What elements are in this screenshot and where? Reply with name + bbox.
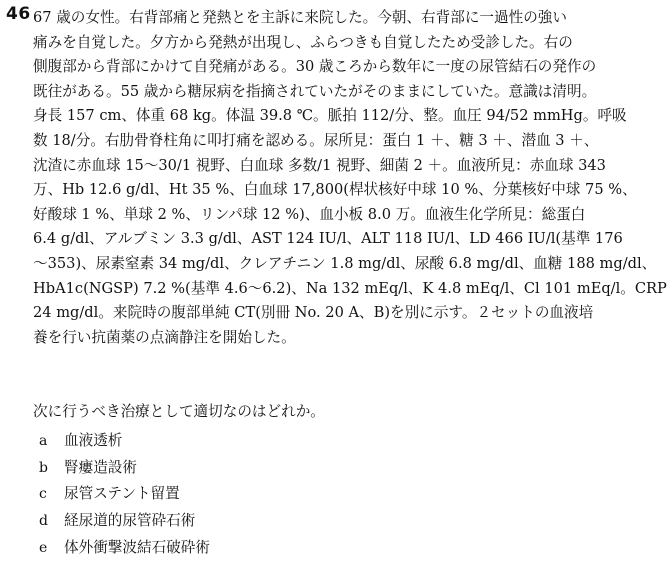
- choice-letter: c: [39, 486, 47, 503]
- choice-letter: b: [39, 459, 48, 476]
- choice-label: 腎瘻造設術: [64, 458, 137, 476]
- choice-label: 血液透析: [64, 432, 123, 449]
- question-prompt: 次に行うべき治療として適切なのはどれか。: [33, 403, 325, 420]
- choice-a[interactable]: [0, 428, 579, 455]
- choice-c[interactable]: [0, 481, 579, 508]
- choice-label: 尿管ステント留置: [64, 485, 180, 503]
- choice-label: 経尿道的尿管砕石術: [64, 512, 196, 530]
- choice-letter: d: [39, 513, 48, 530]
- stem-line: HbA1c(NGSP) 7.2 %(基準 4.6～6.2)、Na 132 mEq/l、K 4.8 mEq/l、Cl 101 mEq/l。CRP: [33, 279, 667, 297]
- stem-line: 側腹部から背部にかけて自発痛がある。30 歳ころから数年に一度の尿管結石の発作の: [33, 58, 597, 76]
- stem-line: 数 18/分。右肋骨脊柱角に叩打痛を認める。尿所見：蛋白 1 ＋、糖 3 ＋、潜血 3 ＋、: [33, 131, 599, 149]
- stem-line: 6.4 g/dl、アルブミン 3.3 g/dl、AST 124 IU/l、ALT 118 IU/l、LD 466 IU/l(基準 176: [33, 230, 623, 248]
- stem-line: 67 歳の女性。右背部痛と発熱とを主訴に来院した。今朝、右背部に一過性の強い: [33, 9, 567, 26]
- choice-letter: a: [39, 433, 48, 449]
- choice-d[interactable]: [0, 508, 579, 535]
- stem-line: 既往がある。55 歳から糖尿病を指摘されていたがそのままにしていた。意識は清明。: [33, 82, 597, 100]
- stem-line: 沈渣に赤血球 15～30/1 視野、白血球 多数/1 視野、細菌 2 ＋。血液所見：赤血球 343: [33, 156, 606, 174]
- choice-label: 体外衝撃波結石破砕術: [64, 538, 210, 556]
- question-stem: [33, 6, 667, 350]
- choice-b[interactable]: [0, 455, 579, 482]
- choice-letter: e: [39, 539, 48, 556]
- stem-line: 痛みを自覚した。夕方から発熱が出現し、ふらつきも自覚したため受診した。右の: [33, 33, 573, 51]
- answer-choices: [0, 428, 579, 561]
- stem-line: 身長 157 cm、体重 68 kg。体温 39.8 ℃。脈拍 112/分、整。血圧 94/52 mmHg。呼吸: [33, 107, 627, 125]
- stem-line: ～353)、尿素窒素 34 mg/dl、クレアチニン 1.8 mg/dl、尿酸 6.8 mg/dl、血糖 188 mg/dl、: [33, 254, 657, 272]
- stem-line: 万、Hb 12.6 g/dl、Ht 35 %、白血球 17,800(桿状核好中球 10 %、分葉核好中球 75 %、: [33, 181, 637, 199]
- question-number: 46: [6, 4, 31, 24]
- choice-e[interactable]: [0, 535, 579, 562]
- stem-line: 養を行い抗菌薬の点滴静注を開始した。: [33, 328, 296, 346]
- stem-line: 好酸球 1 %、単球 2 %、リンパ球 12 %)、血小板 8.0 万。血液生化学所見：総蛋白: [33, 205, 586, 223]
- stem-line: 24 mg/dl。来院時の腹部単純 CT(別冊 No. 20 A、B)を別に示す。２セットの血液培: [33, 304, 594, 322]
